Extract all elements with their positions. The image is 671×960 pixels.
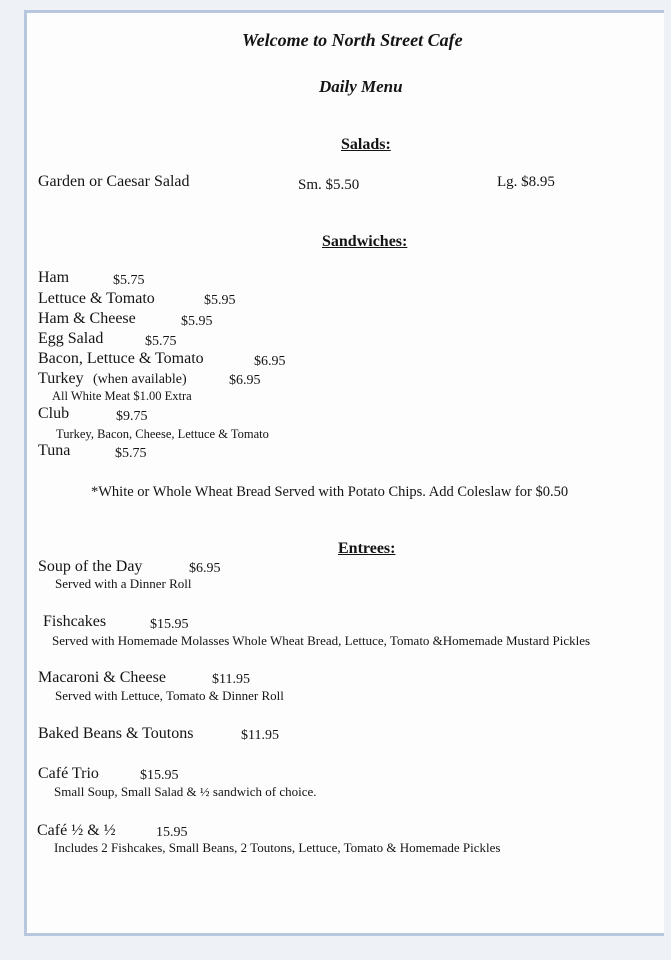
entree-name: Café ½ & ½ xyxy=(37,822,116,839)
salad-large-price: Lg. $8.95 xyxy=(497,174,555,190)
bread-footnote: *White or Whole Wheat Bread Served with Potato Chips. Add Coleslaw for $0.50 xyxy=(91,484,569,500)
sandwich-price: $5.75 xyxy=(113,273,145,288)
entree-detail: Includes 2 Fishcakes, Small Beans, 2 Toutons, Lettuce, Tomato & Homemade Pickles xyxy=(54,840,501,855)
sandwich-name: Ham & Cheese xyxy=(38,310,136,327)
entree-price: $11.95 xyxy=(212,672,250,687)
salads-heading: Salads: xyxy=(341,136,391,153)
sandwich-name: Lettuce & Tomato xyxy=(38,290,155,307)
sandwich-name: Turkey xyxy=(38,370,84,387)
sandwich-price: $5.75 xyxy=(115,446,147,461)
entree-name: Fishcakes xyxy=(43,613,107,630)
sandwich-name: Bacon, Lettuce & Tomato xyxy=(38,350,204,367)
sandwich-note: (when available) xyxy=(93,372,187,387)
entree-detail: Served with Lettuce, Tomato & Dinner Roll xyxy=(55,688,284,703)
menu-title: Welcome to North Street Cafe xyxy=(242,30,463,50)
entree-price: $15.95 xyxy=(150,617,189,632)
sandwich-price: $5.95 xyxy=(181,314,213,329)
entree-price: 15.95 xyxy=(156,825,188,840)
sandwich-detail: All White Meat $1.00 Extra xyxy=(52,389,192,403)
salad-small-price: Sm. $5.50 xyxy=(298,177,360,193)
entrees-heading: Entrees: xyxy=(338,540,396,557)
sandwich-name: Egg Salad xyxy=(38,330,104,347)
salad-item: Garden or Caesar Salad xyxy=(38,173,190,190)
entree-price: $11.95 xyxy=(241,728,279,743)
sandwich-name: Club xyxy=(38,405,70,422)
entree-name: Café Trio xyxy=(38,765,99,782)
sandwich-price: $5.95 xyxy=(204,293,236,308)
menu-subtitle: Daily Menu xyxy=(319,77,403,96)
entree-detail: Served with a Dinner Roll xyxy=(55,576,192,591)
sandwich-name: Tuna xyxy=(38,442,71,459)
entree-detail: Served with Homemade Molasses Whole Wheat Bread, Lettuce, Tomato &Homemade Mustard Pickles xyxy=(52,633,591,648)
entree-price: $15.95 xyxy=(140,768,179,783)
sandwich-price: $6.95 xyxy=(254,354,286,369)
sandwich-name: Ham xyxy=(38,269,70,286)
entree-detail: Small Soup, Small Salad & ½ sandwich of choice. xyxy=(54,784,317,799)
sandwich-detail: Turkey, Bacon, Cheese, Lettuce & Tomato xyxy=(56,427,269,441)
entree-name: Macaroni & Cheese xyxy=(38,669,166,686)
sandwich-price: $5.75 xyxy=(145,334,177,349)
entree-name: Baked Beans & Toutons xyxy=(38,725,194,742)
sandwiches-heading: Sandwiches: xyxy=(322,233,408,250)
sandwich-price: $6.95 xyxy=(229,373,261,388)
entree-price: $6.95 xyxy=(189,561,221,576)
sandwich-price: $9.75 xyxy=(116,409,148,424)
entree-name: Soup of the Day xyxy=(38,558,143,575)
